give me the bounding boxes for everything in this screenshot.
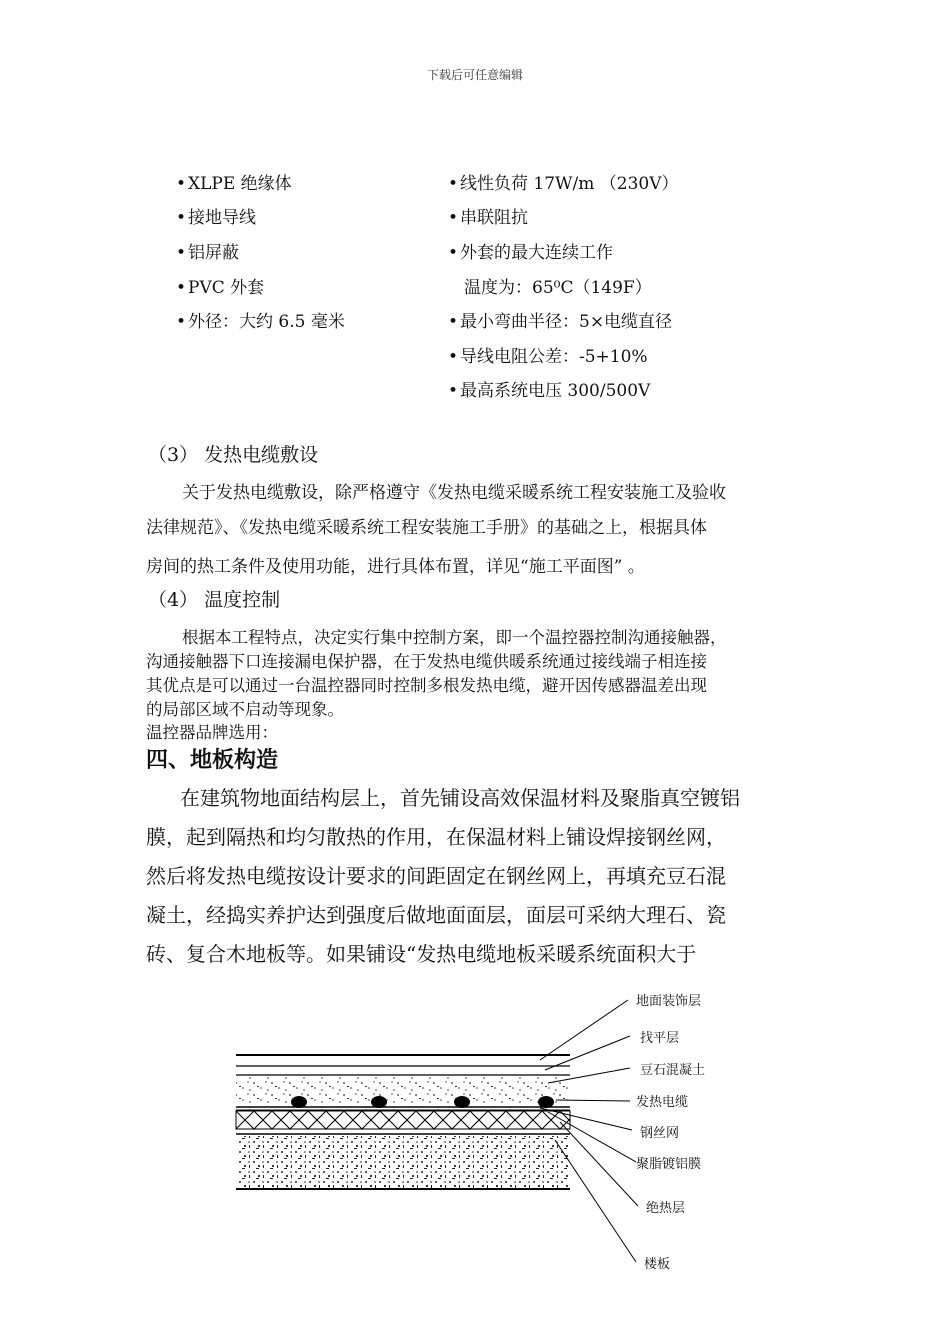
spec-item: • 串联阻抗 xyxy=(448,208,528,228)
label-leveling-layer: 找平层 xyxy=(640,1031,680,1046)
chapter-paragraph-line: 凝土，经捣实养护达到强度后做地面面层，面层可采纳大理石、瓷 xyxy=(146,903,726,927)
insulation-hatch xyxy=(236,1111,570,1129)
section4-heading: （4） 温度控制 xyxy=(148,589,281,611)
chapter-paragraph-line: 然后将发热电缆按设计要求的间距固定在钢丝网上，再填充豆石混 xyxy=(146,864,726,888)
section4-paragraph-line: 其优点是可以通过一台温控器同时控制多根发热电缆，避开因传感器温差出现 xyxy=(146,676,707,695)
section3-paragraph-line: 法律规范》、《发热电缆采暖系统工程安装施工手册》的基础之上，根据具体 xyxy=(146,518,707,538)
insulation-hatch xyxy=(236,1111,570,1129)
section3-heading: （3） 发热电缆敷设 xyxy=(148,444,319,466)
label-pea-gravel-concrete: 豆石混凝土 xyxy=(640,1063,706,1078)
leader-lines xyxy=(540,1000,638,1262)
spec-item: • 最小弯曲半径：5×电缆直径 xyxy=(448,312,673,332)
chapter-paragraph-cut-line: 砖、复合木地板等。如果铺设“发热电缆地板采暖系统面积大于 xyxy=(146,942,697,966)
heating-cable xyxy=(454,1096,470,1108)
spec-item: • 导线电阻公差：-5+10% xyxy=(448,347,648,367)
chapter-heading: 四、地板构造 xyxy=(146,748,279,773)
heating-cable xyxy=(371,1096,387,1108)
chapter-paragraph-line: 膜，起到隔热和均匀散热的作用，在保温材料上铺设焊接钢丝网， xyxy=(146,825,726,849)
page-header: 下载后可任意编辑 xyxy=(426,68,523,82)
spec-item: • 外套的最大连续工作 xyxy=(448,243,613,263)
spec-item-continued: 温度为：65⁰C（149F） xyxy=(464,278,652,298)
section4-paragraph-line: 沟通接触器下口连接漏电保护器，在于发热电缆供暖系统通过接线端子相连接 xyxy=(146,652,707,671)
label-heating-cable: 发热电缆 xyxy=(636,1095,689,1110)
heating-cable xyxy=(291,1096,307,1108)
label-aluminized-film: 聚脂镀铝膜 xyxy=(636,1157,702,1172)
insulation-band xyxy=(236,1111,570,1129)
section3-paragraph-line: 房间的热工条件及使用功能，进行具体布置，详见“施工平面图” 。 xyxy=(146,557,645,577)
label-finish-layer: 地面装饰层 xyxy=(636,994,702,1009)
label-steel-mesh: 钢丝网 xyxy=(640,1126,680,1141)
floor-slab-fill xyxy=(236,1136,570,1188)
spec-item: • 接地导线 xyxy=(176,208,256,228)
section3-paragraph-line: 关于发热电缆敷设，除严格遵守《发热电缆采暖系统工程安装施工及验收 xyxy=(182,483,726,503)
spec-item: • 外径：大约 6.5 毫米 xyxy=(176,312,345,332)
section4-paragraph-line: 温控器品牌选用： xyxy=(146,723,278,742)
label-floor-slab: 楼板 xyxy=(644,1257,671,1272)
spec-item: • PVC 外套 xyxy=(176,278,265,298)
heating-cable xyxy=(538,1096,554,1108)
spec-item: • 最高系统电压 300/500V xyxy=(448,381,651,401)
chapter-paragraph-line: 在建筑物地面结构层上，首先铺设高效保温材料及聚脂真空镀铝 xyxy=(180,786,740,810)
section4-paragraph-line: 根据本工程特点，决定实行集中控制方案，即一个温控器控制沟通接触器， xyxy=(182,628,727,647)
section4-paragraph-line: 的局部区域不启动等现象。 xyxy=(146,700,344,719)
spec-item: • XLPE 绝缘体 xyxy=(176,174,292,194)
pea-gravel-concrete-layer xyxy=(236,1077,570,1103)
label-insulation-layer: 绝热层 xyxy=(646,1201,686,1216)
spec-item: • 线性负荷 17W/m （230V） xyxy=(448,174,679,194)
spec-item: • 铝屏蔽 xyxy=(176,243,239,263)
